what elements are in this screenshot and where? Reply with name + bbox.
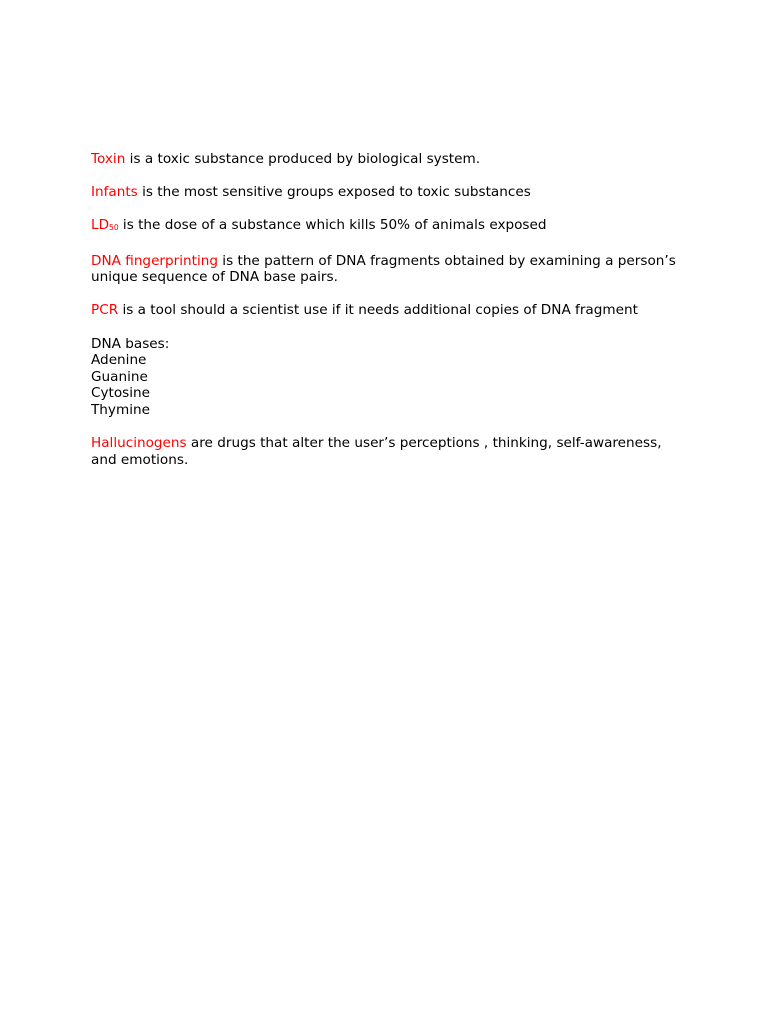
definition-ld50 xyxy=(91,217,691,236)
list-item: Thymine xyxy=(91,401,150,418)
list-item: Guanine xyxy=(91,368,148,385)
definition-dna-fingerprinting xyxy=(91,253,691,286)
dna-bases-list xyxy=(91,336,691,419)
definition-hallucinogens xyxy=(91,435,691,468)
term-ld50-main: LD xyxy=(91,217,110,234)
term-ld50 xyxy=(91,217,119,233)
term-toxin: Toxin xyxy=(91,151,126,167)
definition-infants xyxy=(91,184,691,201)
document-body xyxy=(91,151,691,485)
definition-toxin-text: is a toxic substance produced by biological system. xyxy=(125,151,481,167)
dna-bases-heading: DNA bases: xyxy=(91,335,170,352)
definition-dna-fingerprinting-text: is the pattern of DNA fragments obtained by examining a person’s unique sequence of DNA base pairs. xyxy=(91,252,676,286)
term-hallucinogens: Hallucinogens xyxy=(91,435,187,452)
term-dna-fingerprinting: DNA fingerprinting xyxy=(91,252,218,269)
term-infants: Infants xyxy=(91,184,138,201)
definition-pcr-text: is a tool should a scientist use if it needs additional copies of DNA fragment xyxy=(118,302,638,319)
list-item: Cytosine xyxy=(91,385,151,402)
definition-toxin xyxy=(91,151,691,168)
list-item: Adenine xyxy=(91,352,147,369)
definition-infants-text: is the most sensitive groups exposed to toxic substances xyxy=(137,184,531,201)
term-pcr: PCR xyxy=(91,302,119,319)
term-ld50-subscript: 50 xyxy=(109,223,119,233)
definition-ld50-text: is the dose of a substance which kills 50% of animals exposed xyxy=(118,217,547,234)
definition-pcr xyxy=(91,302,691,319)
definition-hallucinogens-text: are drugs that alter the user’s perceptions , thinking, self-awareness, and emotions. xyxy=(91,435,662,468)
